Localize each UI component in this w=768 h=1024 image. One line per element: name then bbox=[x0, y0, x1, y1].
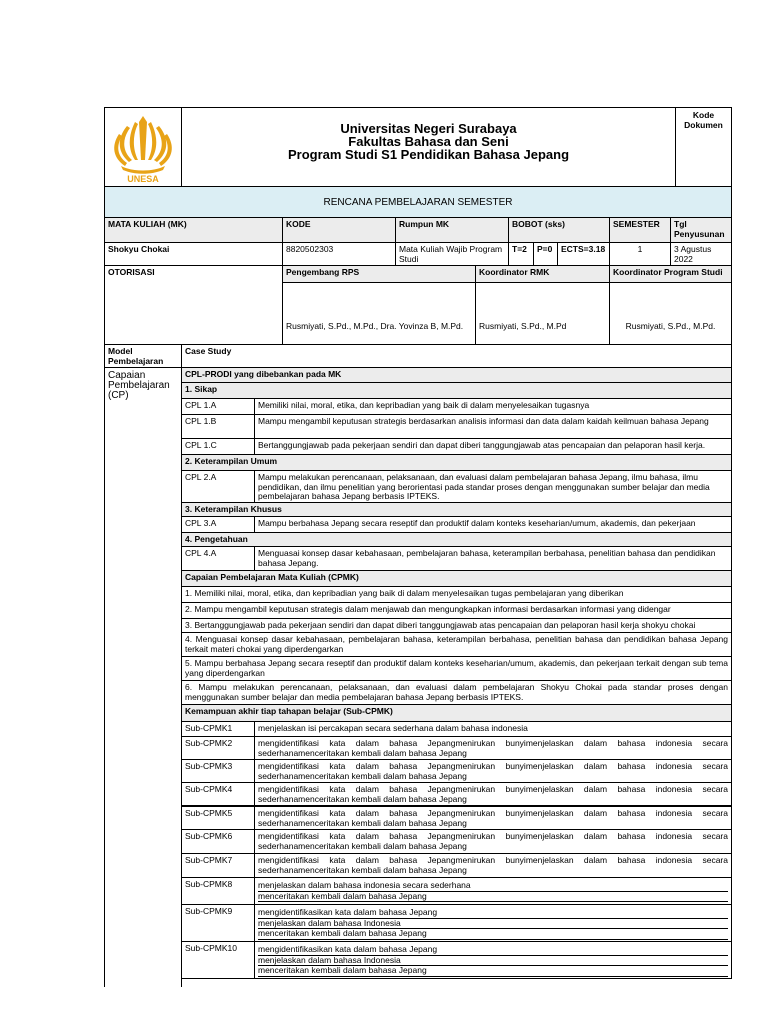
unesa-logo bbox=[105, 108, 181, 186]
subcpmk6-label: Sub-CPMK6 bbox=[181, 829, 255, 854]
subcpmk3-label: Sub-CPMK3 bbox=[181, 759, 255, 783]
cpl3a-code: CPL 3.A bbox=[181, 516, 255, 533]
koordinator-rmk-label: Koordinator RMK bbox=[475, 265, 610, 283]
koordinator-prodi-label: Koordinator Program Studi bbox=[609, 265, 732, 283]
cpmk-item-4: 4. Menguasai konsep dasar kebahasaan, pembelajaran bahasa, keterampilan berbahasa, penelitian bahasa dan pendidikan bahasa Jepang terkait materi chokai yang diperdengarkan bbox=[181, 632, 732, 657]
cpmk-item-2: 2. Mampu mengambil keputusan strategis dalam menjawab dan mengungkapkan informasi berdasarkan informasi yang didengar bbox=[181, 602, 732, 619]
bobot-ects: ECTS=3.18 bbox=[557, 242, 610, 266]
kode-dokumen-cell bbox=[675, 107, 732, 187]
peng-title: 4. Pengetahuan bbox=[181, 532, 732, 547]
subcpmk8-label: Sub-CPMK8 bbox=[181, 877, 255, 905]
cpl-prodi-title: CPL-PRODI yang dibebankan pada MK bbox=[181, 367, 732, 383]
subcpmk3-text: mengidentifikasi kata dalam bahasa Jepangmenirukan bunyimenjelaskan dalam bahasa indonesia secara sederhanamenceritakan kembali dalam bahasa Jepang bbox=[254, 759, 732, 783]
bobot-t: T=2 bbox=[508, 242, 534, 266]
subcpmk2-label: Sub-CPMK2 bbox=[181, 736, 255, 760]
subcpmk6-text: mengidentifikasi kata dalam bahasa Jepangmenirukan bunyimenjelaskan dalam bahasa indonesia secara sederhanamenceritakan kembali dalam bahasa Jepang bbox=[254, 829, 732, 854]
cpl2a-text: Mampu melakukan perencanaan, pelaksanaan, dan evaluasi dalam pembelajaran bahasa Jepang, ilmu bahasa, ilmu pendidikan, dan ilmu penelitian yang berorientasi pada standar proses dengan menggunakan sumber belajar dan media pembelajaran bahasa Jepang berbasis IPTEKS. bbox=[254, 470, 732, 503]
university-name: Universitas Negeri Surabaya bbox=[340, 121, 517, 136]
cpl1a-text: Memiliki nilai, moral, etika, dan kepribadian yang baik di dalam menyelesaikan tugasnya bbox=[254, 398, 732, 415]
cpl1c-code: CPL 1.C bbox=[181, 438, 255, 455]
pengembang-label: Pengembang RPS bbox=[282, 265, 476, 283]
left-border bbox=[104, 367, 105, 987]
cpl1b-code: CPL 1.B bbox=[181, 414, 255, 439]
pengembang-value: Rusmiyati, S.Pd., M.Pd., Dra. Yovinza B, M.Pd. bbox=[282, 282, 476, 345]
koordinator-prodi-value: Rusmiyati, S.Pd., M.Pd. bbox=[609, 282, 732, 345]
rps-title: RENCANA PEMBELAJARAN SEMESTER bbox=[104, 186, 732, 218]
cpmk-item-5: 5. Mampu berbahasa Jepang secara reseptif dan produktif dalam konteks keseharian/umum, akademis, dan pekerjaan terkait dengan sub tema yang diperdengarkan bbox=[181, 656, 732, 681]
subcpmk10-label: Sub-CPMK10 bbox=[181, 941, 255, 979]
semester-value: 1 bbox=[609, 242, 671, 266]
subcpmk10-line-1: mengidentifikasikan kata dalam bahasa Jepang bbox=[258, 945, 728, 956]
model-value: Case Study bbox=[181, 344, 732, 368]
subcpmk9-line-2: menjelaskan dalam bahasa Indonesia bbox=[258, 919, 728, 930]
kode-dokumen-label: Kode Dokumen bbox=[684, 110, 723, 130]
kk-title: 3. Keterampilan Khusus bbox=[181, 502, 732, 517]
subcpmk4-label: Sub-CPMK4 bbox=[181, 782, 255, 806]
subcpmk1-text: menjelaskan isi percakapan secara sederhana dalam bahasa indonesia bbox=[254, 721, 732, 737]
model-label: Model Pembelajaran bbox=[104, 344, 182, 368]
subcpmk5-label: Sub-CPMK5 bbox=[181, 806, 255, 830]
koordinator-rmk-value: Rusmiyati, S.Pd., M.Pd bbox=[475, 282, 610, 345]
cpmk-item-3: 3. Bertanggungjawab pada pekerjaan sendiri dan dapat diberi tanggungjawab atas pencapaian dan pelaporan hasil kerja shokyu chokai bbox=[181, 618, 732, 633]
tgl-value: 3 Agustus 2022 bbox=[670, 242, 732, 266]
cpl1c-text: Bertanggungjawab pada pekerjaan sendiri dan dapat diberi tanggungjawab atas pencapaian dan pelaporan hasil kerja. bbox=[254, 438, 732, 455]
cpl1b-text: Mampu mengambil keputusan strategis berdasarkan analisis informasi dan data dalam kaidah keilmuan bahasa Jepang bbox=[254, 414, 732, 439]
otorisasi-label: OTORISASI bbox=[104, 265, 283, 345]
semester-label: SEMESTER bbox=[609, 217, 671, 243]
subcpmk9-line-3: menceritakan kembali dalam bahasa Jepang bbox=[258, 929, 728, 940]
kode-value: 8820502303 bbox=[282, 242, 396, 266]
bobot-label: BOBOT (sks) bbox=[508, 217, 610, 243]
logo-cell bbox=[104, 107, 182, 187]
subcpmk9-label: Sub-CPMK9 bbox=[181, 904, 255, 942]
cpmk-item-6: 6. Mampu melakukan perencanaan, pelaksanaan, dan evaluasi dalam pembelajaran Shokyu Chokai pada standar proses dengan menggunakan sumber belajar dan media pembelajaran bahasa Jepang berbasis IPTEKS. bbox=[181, 680, 732, 705]
subcpmk10-line-2: menjelaskan dalam bahasa Indonesia bbox=[258, 956, 728, 967]
ku-title: 2. Keterampilan Umum bbox=[181, 454, 732, 471]
cp-label: Capaian Pembelajaran (CP) bbox=[108, 370, 170, 401]
cpl2a-code: CPL 2.A bbox=[181, 470, 255, 503]
sikap-title: 1. Sikap bbox=[181, 382, 732, 399]
cpl4a-text: Menguasai konsep dasar kebahasaan, pembelajaran bahasa, keterampilan berbahasa, penelitian bahasa dan pendidikan bahasa Jepang. bbox=[254, 546, 732, 571]
cpl3a-text: Mampu berbahasa Jepang secara reseptif dan produktif dalam konteks keseharian/umum, akademis, dan pekerjaan bbox=[254, 516, 732, 533]
subcpmk1-label: Sub-CPMK1 bbox=[181, 721, 255, 737]
cpmk-item-1: 1. Memiliki nilai, moral, etika, dan kepribadian yang baik di dalam menyelesaikan tugas pembelajaran yang diberikan bbox=[181, 586, 732, 603]
rumpun-value: Mata Kuliah Wajib Program Studi bbox=[395, 242, 509, 266]
subcpmk5-text: mengidentifikasi kata dalam bahasa Jepangmenirukan bunyimenjelaskan dalam bahasa indonesia secara sederhanamenceritakan kembali dalam bahasa Jepang bbox=[254, 806, 732, 830]
subcpmk7-text: mengidentifikasi kata dalam bahasa Jepangmenirukan bunyimenjelaskan dalam bahasa indonesia secara sederhanamenceritakan kembali dalam bahasa Jepang bbox=[254, 853, 732, 878]
subcpmk4-text: mengidentifikasi kata dalam bahasa Jepangmenirukan bunyimenjelaskan dalam bahasa indonesia secara sederhanamenceritakan kembali dalam bahasa Jepang bbox=[254, 782, 732, 806]
mk-value: Shokyu Chokai bbox=[104, 242, 283, 266]
program-name: Program Studi S1 Pendidikan Bahasa Jepang bbox=[287, 147, 570, 162]
subcpmk8-text bbox=[254, 877, 732, 905]
kode-label: KODE bbox=[282, 217, 396, 243]
subcpmk-title: Kemampuan akhir tiap tahapan belajar (Sub-CPMK) bbox=[181, 704, 732, 722]
cpmk-title: Capaian Pembelajaran Mata Kuliah (CPMK) bbox=[181, 570, 732, 587]
subcpmk2-text: mengidentifikasi kata dalam bahasa Jepangmenirukan bunyimenjelaskan dalam bahasa indonesia secara sederhanamenceritakan kembali dalam bahasa Jepang bbox=[254, 736, 732, 760]
header-title-cell bbox=[181, 107, 676, 187]
tgl-label: Tgl Penyusunan bbox=[670, 217, 732, 243]
cpl4a-code: CPL 4.A bbox=[181, 546, 255, 571]
mk-label: MATA KULIAH (MK) bbox=[104, 217, 283, 243]
subcpmk8-line-1: menjelaskan dalam bahasa indonesia secara sederhana bbox=[258, 881, 728, 892]
bobot-p: P=0 bbox=[533, 242, 558, 266]
subcpmk9-line-1: mengidentifikasikan kata dalam bahasa Jepang bbox=[258, 908, 728, 919]
subcpmk10-line-3: menceritakan kembali dalam bahasa Jepang bbox=[258, 966, 728, 977]
subcpmk9-text bbox=[254, 904, 732, 942]
cpl1a-code: CPL 1.A bbox=[181, 398, 255, 415]
subcpmk10-text bbox=[254, 941, 732, 979]
subcpmk8-line-2: menceritakan kembali dalam bahasa Jepang bbox=[258, 892, 728, 903]
subcpmk7-label: Sub-CPMK7 bbox=[181, 853, 255, 878]
faculty-name: Fakultas Bahasa dan Seni bbox=[348, 134, 509, 149]
logo-text: UNESA bbox=[127, 174, 159, 184]
rumpun-label: Rumpun MK bbox=[395, 217, 509, 243]
